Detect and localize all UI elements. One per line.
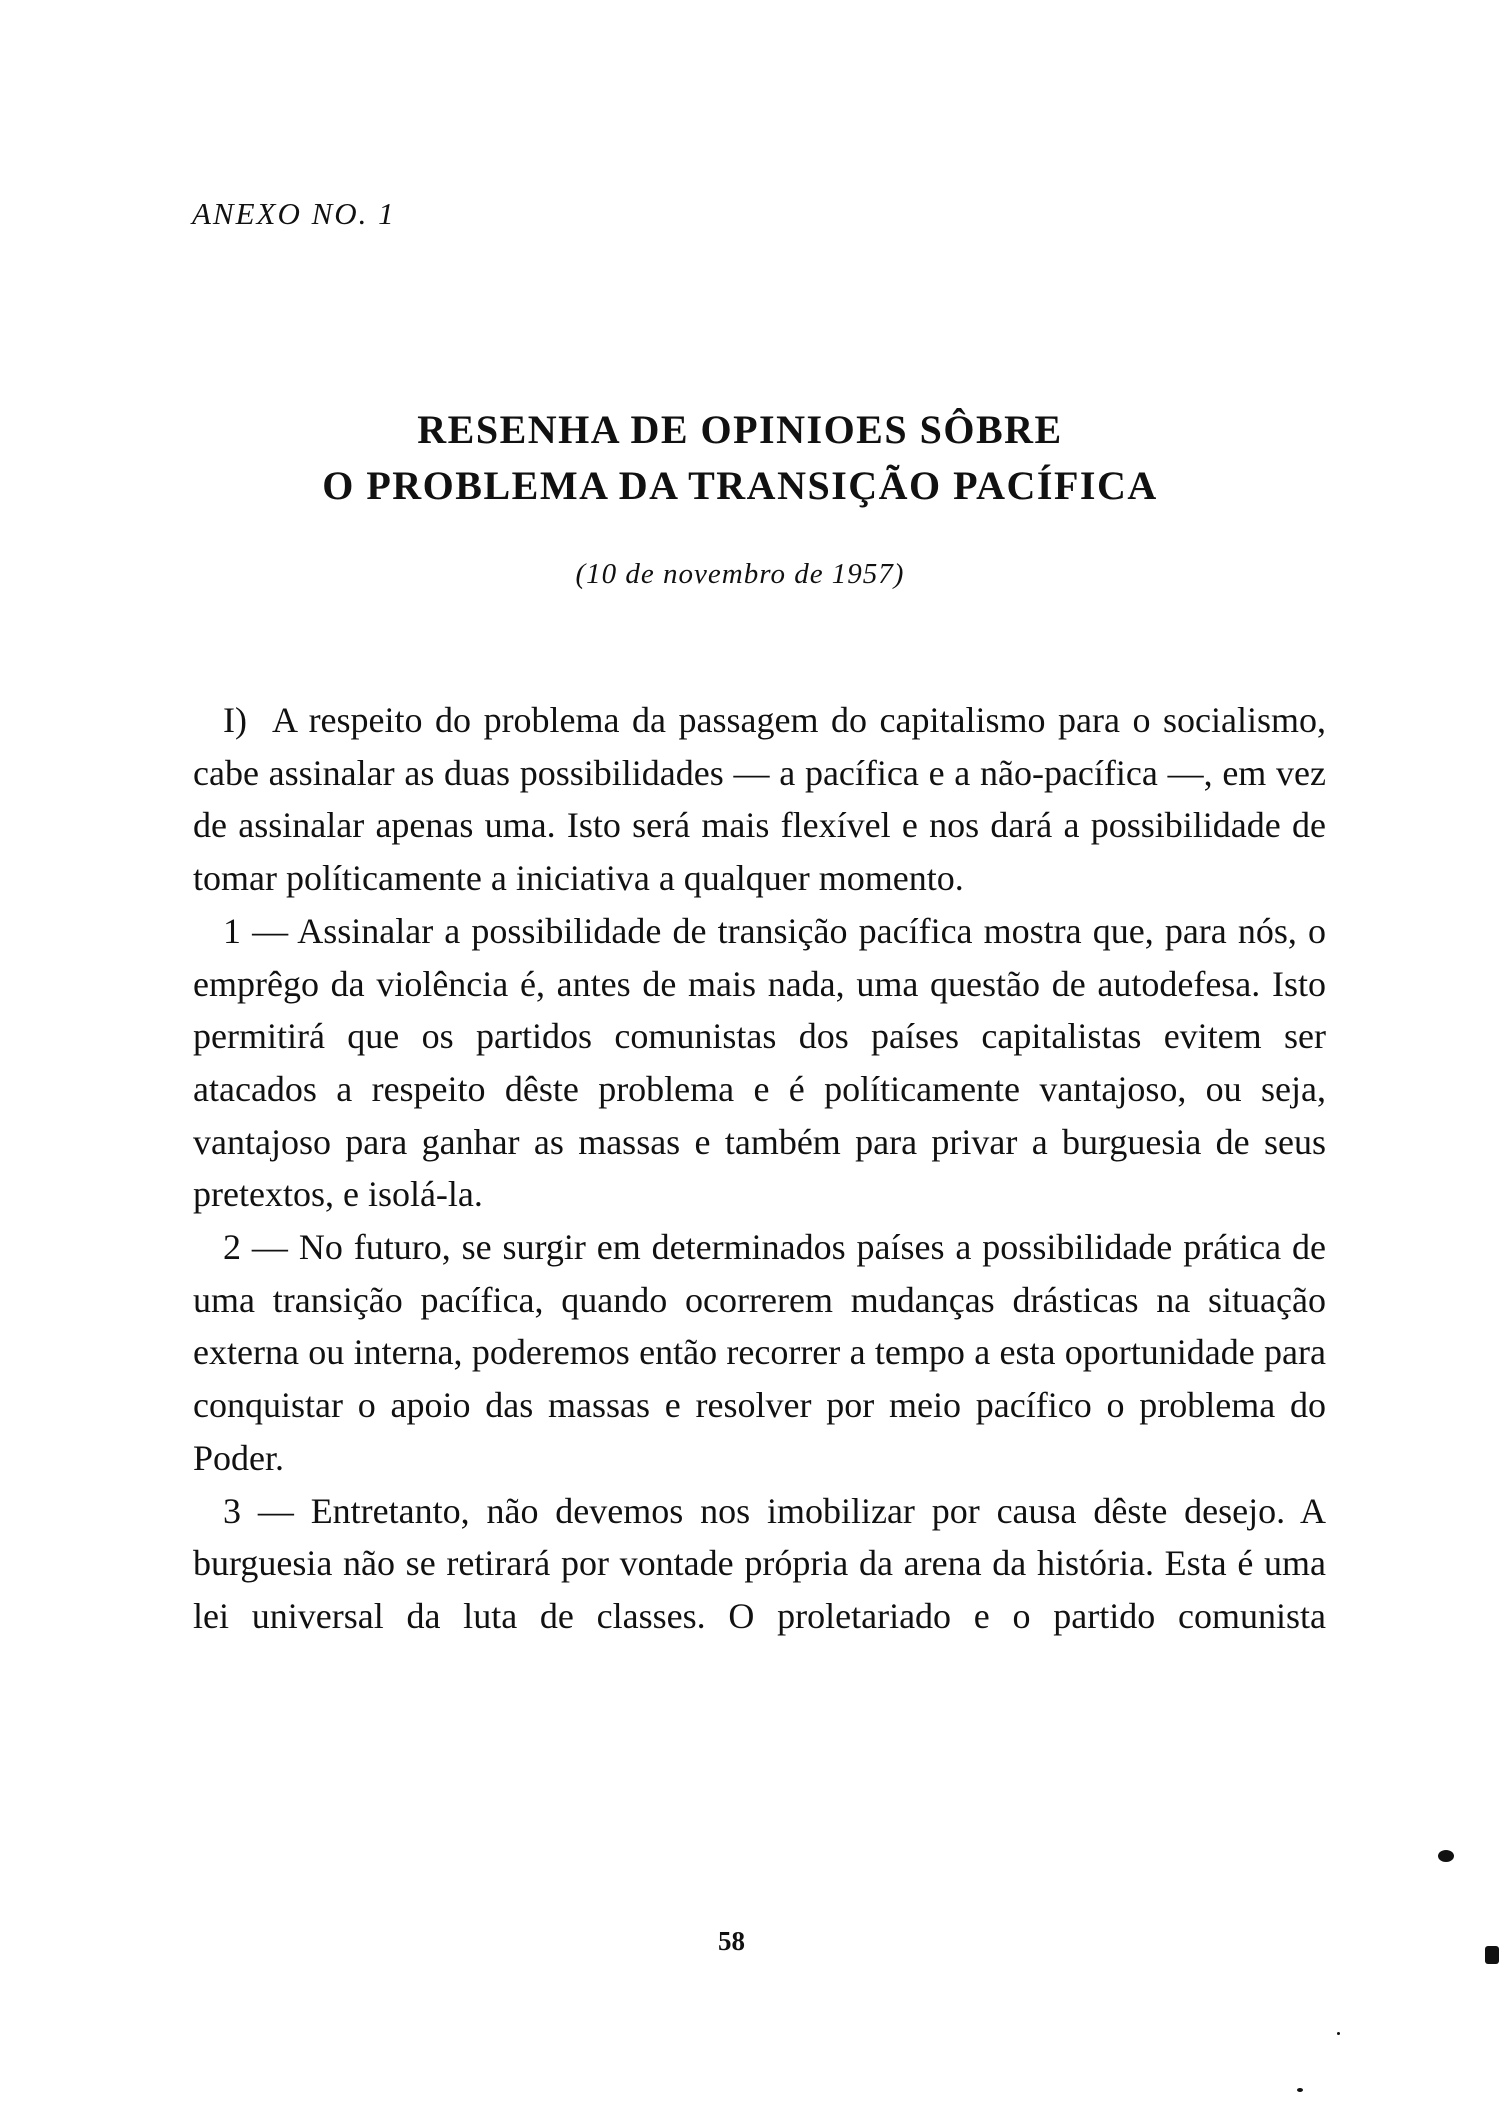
paragraph-marker: I) (223, 700, 247, 740)
paragraph-2 (193, 905, 1326, 1221)
annex-label: ANEXO NO. 1 (192, 196, 396, 231)
paragraph-marker: 1 — (223, 910, 289, 951)
paragraph-4 (193, 1485, 1326, 1643)
paragraph-1 (193, 694, 1326, 905)
title-line-2: O PROBLEMA DA TRANSIÇÃO PACÍFICA (322, 463, 1158, 508)
paragraph-text: Entretanto, não devemos nos imobilizar por causa dêste desejo. A burguesia não se retirará por vontade própria da arena da história. Esta é uma lei universal da luta de classes. O proletariado e o partido comunista (193, 1490, 1326, 1636)
scan-speck (1337, 2032, 1340, 2035)
body-text (193, 694, 1326, 1643)
paragraph-text: No futuro, se surgir em determinados países a possibilidade prática de uma transição pacífica, quando ocorrerem mudanças drásticas na situação externa ou interna, poderemos então recorrer a tempo a esta oportunidade para conquistar o apoio das massas e resolver por meio pacífico o problema do Poder. (193, 1227, 1327, 1478)
scan-speck (1297, 2088, 1303, 2092)
scan-speck (1438, 1850, 1454, 1862)
paragraph-text: Assinalar a possibilidade de transição pacífica mostra que, para nós, o emprêgo da violência é, antes de mais nada, uma questão de autodefesa. Isto permitirá que os partidos comunistas dos países capitalistas evitem ser atacados a respeito dêste problema e é políticamente vantajoso, ou seja, vantajoso para ganhar as massas e também para privar a burguesia de seus pretextos, e isolá-la. (193, 910, 1326, 1215)
paragraph-marker: 3 — (223, 1490, 294, 1531)
paragraph-text: A respeito do problema da passagem do capitalismo para o socialismo, cabe assinalar as duas possibilidades — a pacífica e a não-pacífica —, em vez de assinalar apenas uma. Isto será mais flexível e nos dará a possibilidade de tomar políticamente a iniciativa a qualquer momento. (193, 700, 1326, 899)
title-line-1: RESENHA DE OPINIOES SÔBRE (417, 407, 1063, 452)
scan-speck (1485, 1946, 1499, 1964)
paragraph-marker: 2 — (223, 1227, 288, 1268)
document-title (240, 402, 1240, 514)
page-number: 58 (718, 1926, 745, 1956)
document-date: (10 de novembro de 1957) (575, 558, 905, 590)
paragraph-3 (193, 1221, 1326, 1485)
